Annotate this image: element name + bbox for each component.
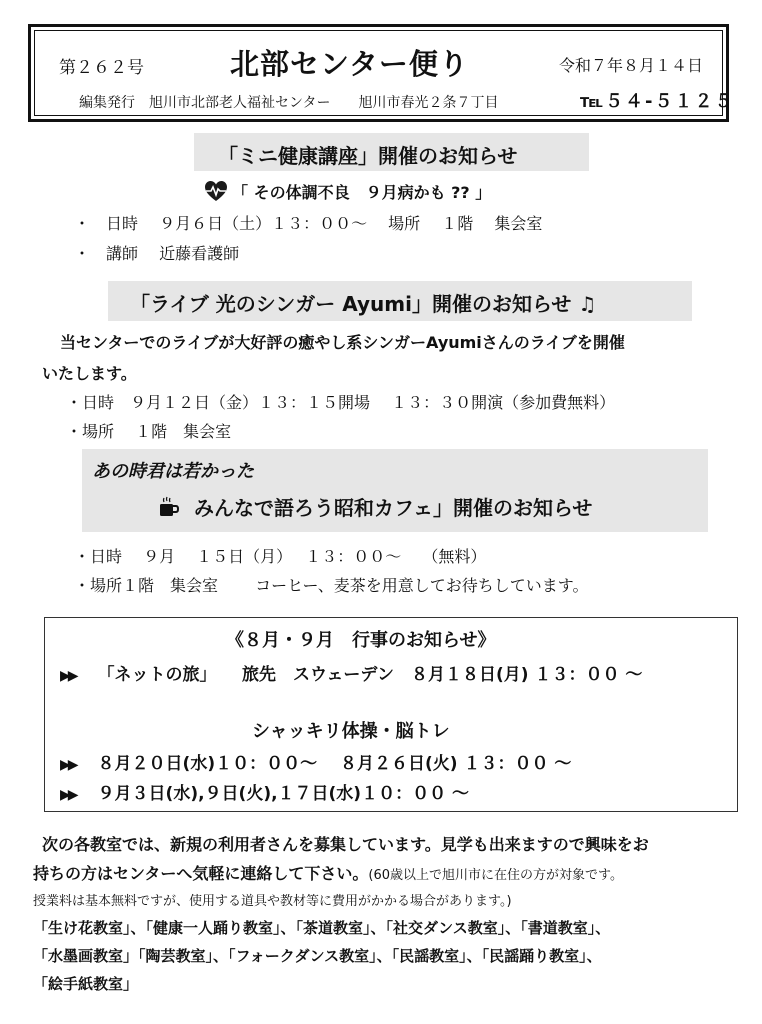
newsletter-title: 北部センター便り (230, 47, 469, 81)
double-arrow-icon: ▶▶ (60, 668, 76, 684)
exercise-event-subtitle: シャッキリ体操・脳トレ (252, 721, 450, 742)
health-lecture-subtitle (204, 180, 491, 206)
event-row-august-exercise-text: ８月２０日(水)１０：００～ ８月２６日(火) １３：００ ～ (97, 754, 572, 774)
health-lecture-datetime: ・ 日時 ９月６日（土）１３：００～ 場所 １階 集会室 (74, 214, 543, 233)
showa-cafe-title: みんなで語ろう昭和カフェ」開催のお知らせ (194, 496, 593, 520)
double-arrow-icon: ▶▶ (60, 757, 76, 773)
health-lecture-subtitle-text: 「 その体調不良 ９月病かも ?? 」 (232, 183, 492, 202)
issue-number: 第２６２号 (59, 58, 144, 78)
event-row-september-exercise (60, 779, 469, 804)
class-list-line1: 「生け花教室」、「健康一人踊り教室」、「茶道教室」、「社交ダンス教室」、「書道教室」、 (33, 919, 611, 937)
event-row-september-exercise-text: ９月３日(水),９日(火),１７日(水)１０：００ ～ (97, 784, 469, 804)
health-lecture-lecturer: ・ 講師 近藤看護師 (74, 244, 240, 263)
recruitment-eligibility-note: (60歳以上で旭川市に在住の方が対象です。 (368, 868, 623, 883)
showa-cafe-pretitle: あの時君は若かった (92, 461, 254, 482)
class-list-line2: 「水墨画教室」「陶芸教室」、「フォークダンス教室」、「民謡教室」、「民謡踊り教室」、 (33, 947, 602, 965)
recruitment-fee-note: 授業料は基本無料ですが、使用する道具や教材等に費用がかかる場合があります。) (33, 894, 512, 909)
event-row-net-travel-text: 「ネットの旅」 旅先 スウェーデン ８月１８日(月) １３：００ ～ (97, 665, 643, 685)
publisher-info: 編集発行 旭川市北部老人福祉センター 旭川市春光２条７丁目 (79, 95, 499, 111)
live-concert-description-line2: いたします。 (42, 364, 137, 383)
recruitment-line1: 次の各教室では、新規の利用者さんを募集しています。見学も出来ますので興味をお (42, 835, 649, 854)
events-title: 《８月・９月 行事のお知らせ》 (226, 630, 496, 651)
header-inner-border (34, 30, 735, 116)
event-row-net-travel (60, 660, 642, 685)
health-lecture-title: 「ミニ健康講座」開催のお知らせ (218, 144, 518, 168)
live-concert-datetime: ・日時 ９月１２日（金）１３：１５開場 １３：３０開演（参加費無料） (66, 393, 616, 412)
showa-cafe-datetime: ・日時 ９月 １５日（月） １３：００～ （無料） (74, 547, 487, 566)
recruitment-line2-text: 持ちの方はセンターへ気軽に連絡して下さい。 (33, 864, 369, 883)
event-row-august-exercise (60, 749, 571, 774)
live-concert-location: ・場所 １階 集会室 (66, 422, 232, 441)
double-arrow-icon: ▶▶ (60, 787, 76, 803)
showa-cafe-title-row (158, 492, 592, 523)
telephone-number: ℡５４-５１２５ (580, 91, 735, 112)
coffee-cup-icon (158, 496, 180, 523)
live-concert-description-line1: 当センターでのライブが大好評の癒やし系シンガーAyumiさんのライブを開催 (60, 333, 625, 352)
heart-pulse-icon (204, 180, 228, 206)
live-concert-title: 「ライブ 光のシンガー Ayumi」開催のお知らせ ♫ (130, 292, 597, 316)
newsletter-header (28, 24, 735, 122)
issue-date: 令和７年８月１４日 (559, 56, 704, 75)
recruitment-line2 (33, 861, 623, 884)
showa-cafe-location: ・場所１階 集会室 コーヒー、麦茶を用意してお待ちしています。 (74, 576, 589, 595)
class-list-line3: 「絵手紙教室」 (33, 975, 139, 993)
